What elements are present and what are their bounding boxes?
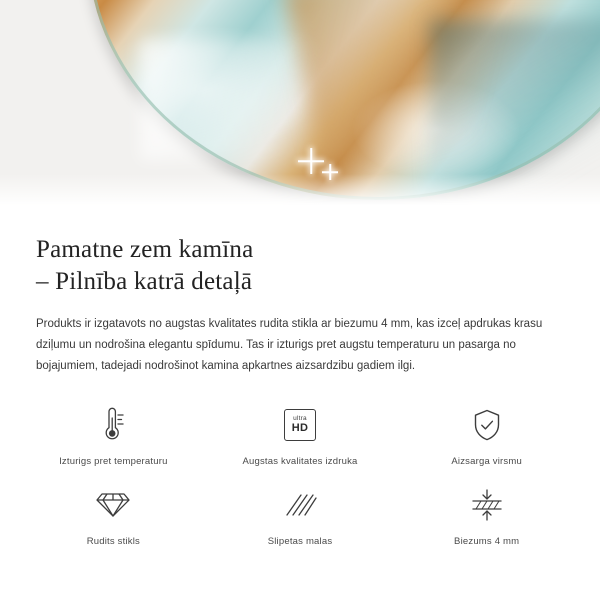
- feature-item-surface-protection: [393, 403, 580, 467]
- hero-fade-overlay: [0, 174, 600, 208]
- shield-check-icon: [470, 403, 504, 447]
- feature-label: Rudits stikls: [86, 536, 140, 547]
- description-paragraph: Produkts ir izgatavots no augstas kvalitates rudita stikla ar biezumu 4 mm, kas izceļ apdrukas krasu dziļumu un nodrošina elegantu spīdumu. Tas ir izturigs pret augstu temperaturu un pasarga no bojajumiem, tadejadi nodrošinot kamina apkartnes aizsardzibu gadiem ilgi.: [36, 318, 543, 372]
- feature-item-print-quality: [207, 403, 394, 467]
- thermometer-icon: [96, 403, 130, 447]
- ultra-hd-icon: [284, 403, 316, 447]
- feature-item-polished-edges: [207, 483, 394, 547]
- feature-item-temperature: [20, 403, 207, 467]
- polished-edges-icon: [283, 483, 317, 527]
- ultra-hd-big-text: HD: [291, 421, 309, 434]
- page-title: [36, 234, 564, 298]
- feature-item-tempered-glass: [20, 483, 207, 547]
- ultra-hd-small-text: ultra: [293, 415, 307, 423]
- headline-line-1: Pamatne zem kamīna: [36, 236, 254, 263]
- description-content: [0, 208, 600, 377]
- feature-grid: [20, 403, 580, 547]
- hero-image: [0, 0, 600, 208]
- feature-label: Aizsarga virsmu: [451, 456, 522, 467]
- feature-item-thickness: [393, 483, 580, 547]
- diamond-icon: [95, 483, 131, 527]
- feature-label: Biezums 4 mm: [454, 536, 520, 547]
- feature-label: Izturigs pret temperaturu: [59, 456, 168, 467]
- feature-label: Augstas kvalitates izdruka: [242, 456, 358, 467]
- feature-label: Slipetas malas: [267, 536, 333, 547]
- thickness-icon: [469, 483, 505, 527]
- headline-line-2: – Pilnība katrā detaļā: [36, 268, 253, 295]
